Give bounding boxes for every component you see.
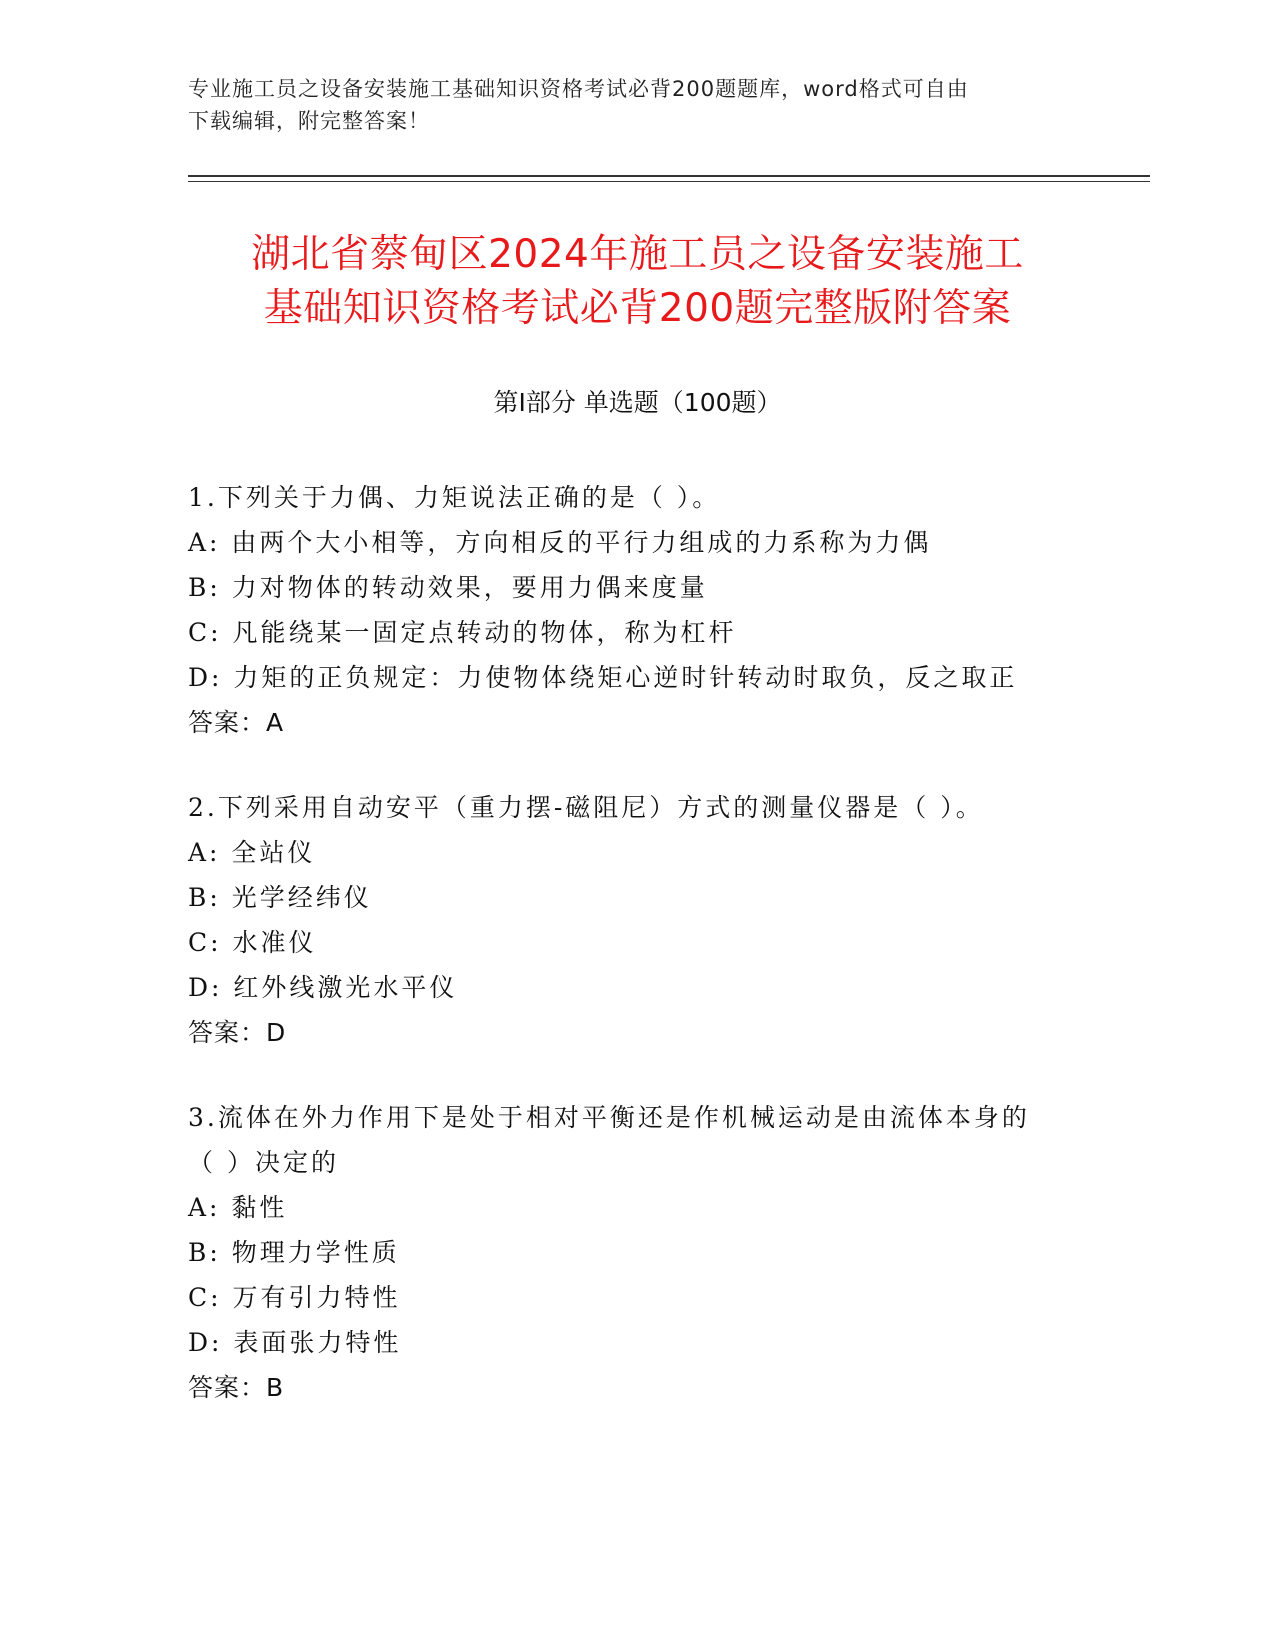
option-c: C: 万有引力特性 — [188, 1283, 401, 1312]
question-3 — [188, 1095, 1088, 1410]
section-heading: 第Ⅰ部分 单选题（100题） — [493, 388, 782, 417]
question-stem: 3.流体在外力作用下是处于相对平衡还是作机械运动是由流体本身的 — [188, 1103, 1030, 1132]
question-stem: 2.下列采用自动安平（重力摆-磁阻尼）方式的测量仪器是（ ）。 — [188, 793, 984, 822]
option-c: C: 凡能绕某一固定点转动的物体，称为杠杆 — [188, 618, 737, 647]
question-stem: 1.下列关于力偶、力矩说法正确的是（ ）。 — [188, 483, 721, 512]
question-stem-continued: （ ）决定的 — [188, 1148, 339, 1177]
answer: 答案：A — [188, 708, 285, 737]
header-note-line-2: 下载编辑，附完整答案！ — [188, 109, 430, 133]
document-title — [140, 228, 1135, 336]
title-line-2: 基础知识资格考试必背200题完整版附答案 — [263, 286, 1012, 331]
option-a: A: 由两个大小相等，方向相反的平行力组成的力系称为力偶 — [188, 528, 932, 557]
header-note-line-1: 专业施工员之设备安装施工基础知识资格考试必背200题题库，word格式可自由 — [188, 77, 969, 101]
option-c: C: 水准仪 — [188, 928, 317, 957]
header-divider-thin — [188, 181, 1150, 182]
answer: 答案：D — [188, 1018, 287, 1047]
question-list — [188, 475, 1088, 1450]
option-a: A: 全站仪 — [188, 838, 316, 867]
option-b: B: 物理力学性质 — [188, 1238, 400, 1267]
header-note — [188, 73, 1088, 137]
answer: 答案：B — [188, 1373, 285, 1402]
title-line-1: 湖北省蔡甸区2024年施工员之设备安装施工 — [251, 232, 1024, 277]
option-d: D: 表面张力特性 — [188, 1328, 402, 1357]
option-d: D: 力矩的正负规定：力使物体绕矩心逆时针转动时取负，反之取正 — [188, 663, 1018, 692]
question-1 — [188, 475, 1088, 745]
option-d: D: 红外线激光水平仪 — [188, 973, 458, 1002]
option-b: B: 力对物体的转动效果，要用力偶来度量 — [188, 573, 708, 602]
option-b: B: 光学经纬仪 — [188, 883, 372, 912]
option-a: A: 黏性 — [188, 1193, 288, 1222]
header-divider-thick — [188, 175, 1150, 177]
question-2 — [188, 785, 1088, 1055]
